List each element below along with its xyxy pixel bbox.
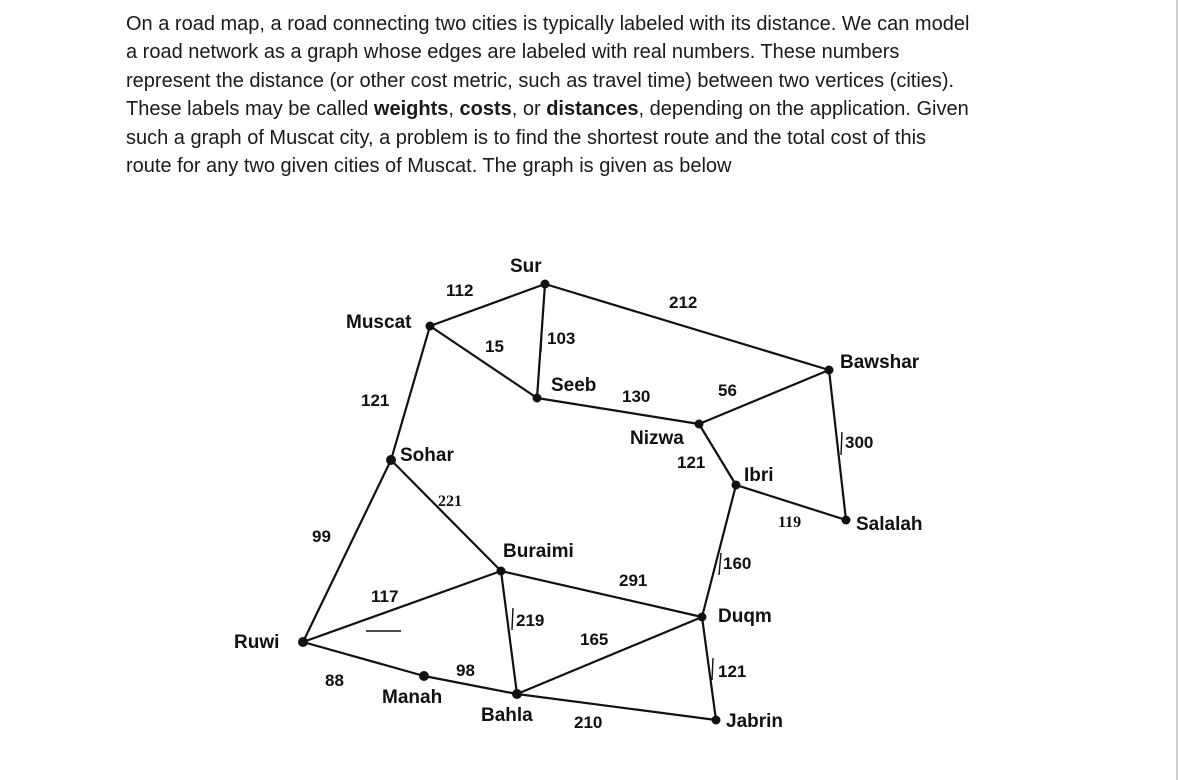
term-distances: distances (546, 98, 639, 121)
weight-buraimi-duqm: 291 (619, 571, 648, 590)
paragraph-line-3: represent the distance (or other cost metric, such as travel time) between two vertices (cities). (126, 69, 955, 92)
weight-nizwa-bawshar: 56 (718, 381, 737, 400)
city-label-bahla: Bahla (481, 705, 533, 726)
weight-ruwi-manah: 88 (325, 671, 344, 690)
edge-weights (312, 281, 873, 732)
weight-nizwa-ibri: 121 (677, 453, 706, 472)
weight-seeb-nizwa: 130 (622, 387, 651, 406)
node-duqm (698, 613, 707, 622)
node-nizwa (695, 420, 704, 429)
edge-muscat-sohar (391, 326, 430, 460)
city-label-manah: Manah (382, 687, 443, 708)
weight-duqm-jabrin: 121 (718, 662, 747, 681)
edge-bahla-duqm (517, 617, 702, 694)
edge-sohar-buraimi (391, 460, 501, 571)
weight-sur-bawshar: 212 (669, 293, 698, 312)
city-label-buraimi: Buraimi (503, 541, 574, 562)
weight-muscat-seeb: 15 (485, 337, 504, 356)
weight-sohar-buraimi: 221 (438, 493, 462, 510)
separator-or: , or (511, 98, 547, 121)
tick-121-duqm (712, 658, 713, 680)
node-sur (541, 280, 550, 289)
node-jabrin (712, 716, 721, 725)
tick-103 (541, 327, 542, 352)
node-seeb (533, 394, 542, 403)
paragraph-line-4-start: These labels may be called (126, 98, 374, 121)
paragraph-line-6: route for any two given cities of Muscat. The graph is given as below (126, 155, 732, 178)
city-label-nizwa: Nizwa (630, 428, 684, 449)
edge-buraimi-bahla (501, 571, 517, 694)
paragraph-line-2: a road network as a graph whose edges are labeled with real numbers. These numbers (126, 41, 900, 64)
city-label-ruwi: Ruwi (234, 632, 280, 653)
weight-sohar-ruwi: 99 (312, 527, 331, 546)
term-costs: costs (459, 98, 512, 121)
weight-sur-seeb: 103 (547, 329, 576, 348)
city-label-ibri: Ibri (744, 465, 774, 486)
city-label-jabrin: Jabrin (726, 711, 784, 732)
weight-bahla-duqm: 165 (580, 630, 609, 649)
weight-muscat-sohar: 121 (361, 391, 390, 410)
node-buraimi (497, 567, 506, 576)
tick-160 (719, 553, 721, 575)
node-manah (419, 671, 429, 681)
node-ibri (732, 481, 741, 490)
edge-ruwi-manah (303, 642, 424, 676)
weight-bahla-jabrin: 210 (574, 713, 603, 732)
city-label-salalah: Salalah (856, 514, 923, 535)
city-labels (234, 256, 923, 732)
node-bahla (512, 689, 522, 699)
node-sohar (386, 455, 396, 465)
edge-seeb-nizwa (537, 398, 699, 424)
weight-ruwi-buraimi: 117 (371, 587, 399, 606)
city-label-sohar: Sohar (400, 445, 454, 466)
city-label-muscat: Muscat (346, 312, 412, 333)
node-ruwi (298, 637, 308, 647)
city-label-bawshar: Bawshar (840, 352, 920, 373)
edge-bawshar-salalah (829, 370, 846, 520)
weight-manah-bahla: 98 (456, 661, 475, 680)
edge-ibri-duqm (702, 485, 736, 617)
paragraph-line-5: such a graph of Muscat city, a problem is to find the shortest route and the total cost of this (126, 126, 927, 149)
city-label-duqm: Duqm (718, 606, 772, 627)
weight-muscat-sur: 112 (446, 281, 474, 300)
tick-300 (841, 432, 842, 455)
separator-comma-1: , (448, 98, 460, 121)
city-label-seeb: Seeb (551, 375, 597, 396)
graph-edges (303, 284, 846, 720)
paragraph-line-4-end: , depending on the application. Given (638, 98, 969, 121)
weight-buraimi-bahla: 219 (516, 611, 545, 630)
city-label-sur: Sur (510, 256, 542, 277)
weight-ibri-duqm: 160 (723, 554, 752, 573)
edge-duqm-jabrin (702, 617, 716, 720)
weight-ibri-salalah: 119 (778, 514, 802, 531)
edge-muscat-seeb (430, 326, 537, 398)
term-weights: weights (373, 98, 449, 121)
node-bawshar (825, 366, 834, 375)
tick-219 (512, 608, 513, 630)
node-salalah (842, 516, 851, 525)
weight-bawshar-salalah: 300 (845, 433, 874, 452)
paragraph-line-1: On a road map, a road connecting two cities is typically labeled with its distance. We can model (126, 13, 970, 35)
edge-bahla-jabrin (517, 694, 716, 720)
node-muscat (426, 322, 435, 331)
